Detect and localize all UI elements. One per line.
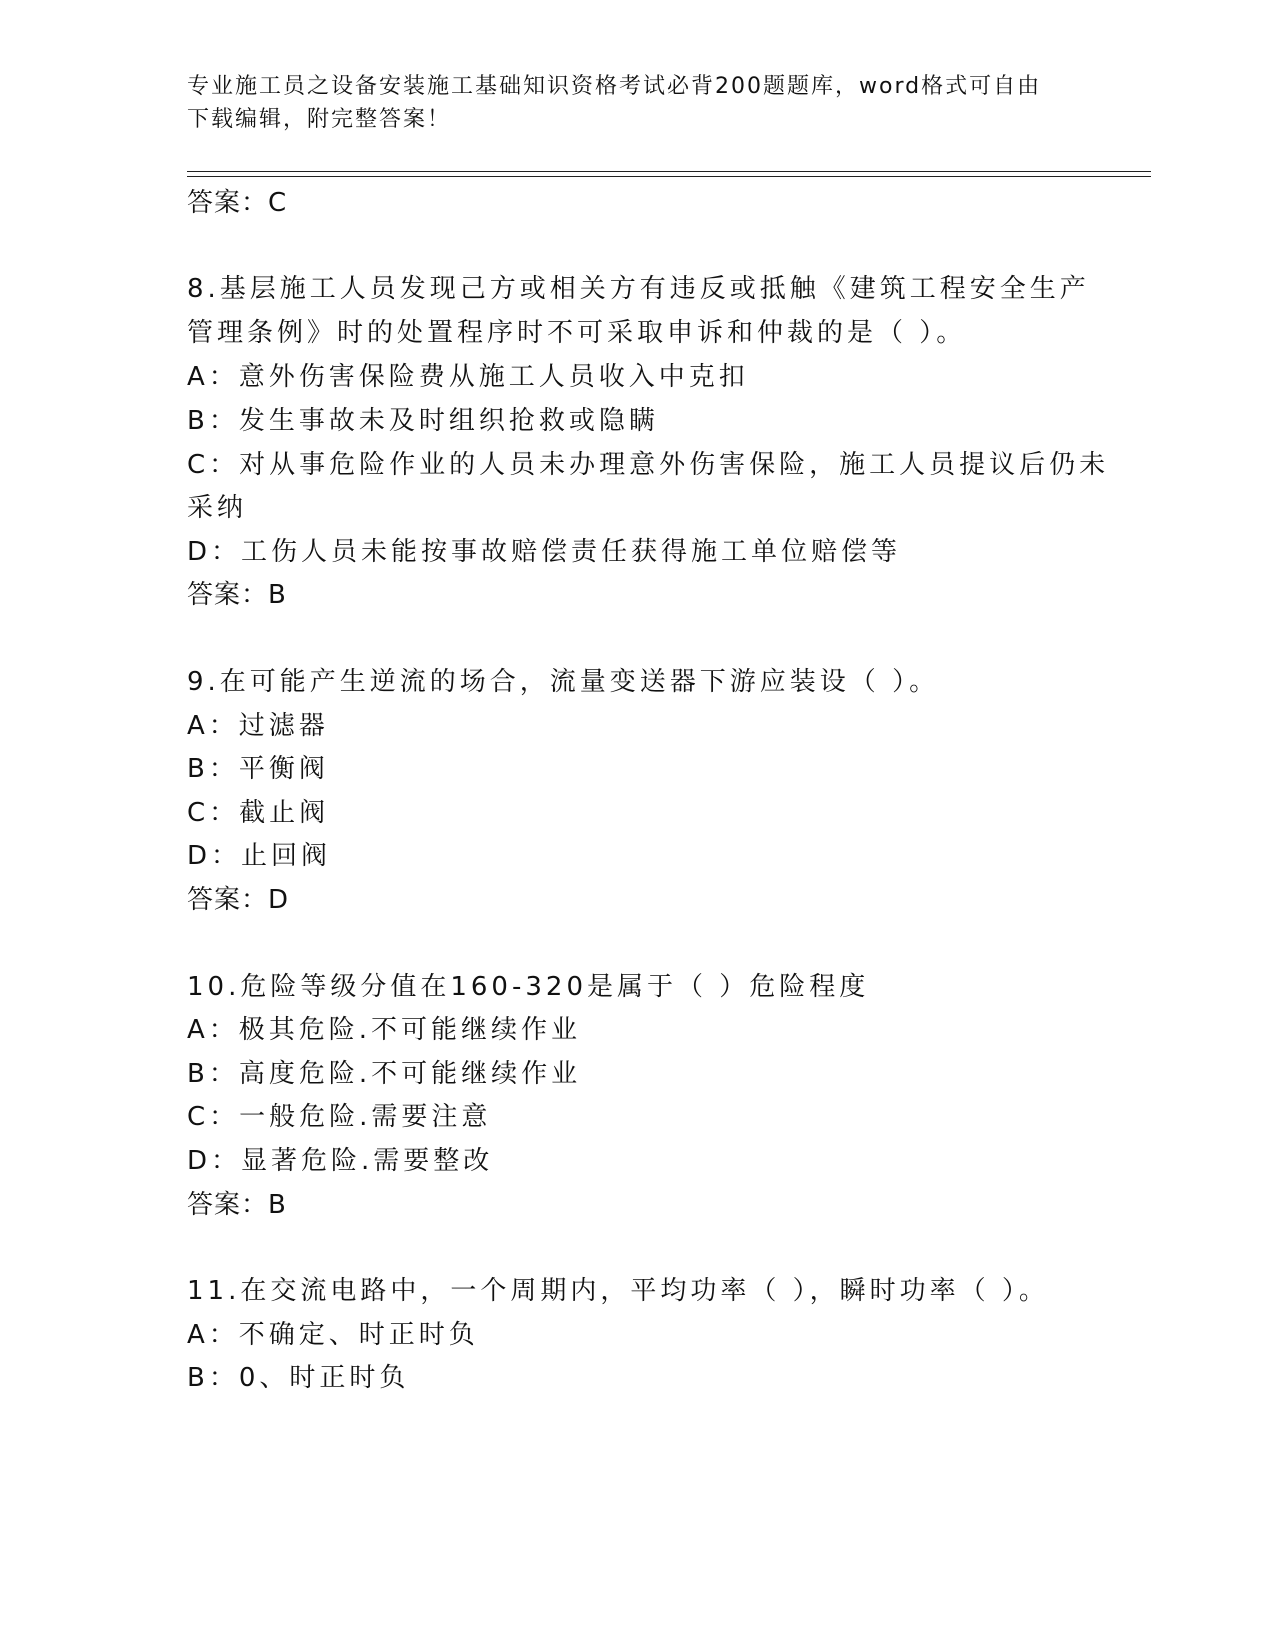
answer-q8: 答案：B (187, 580, 287, 610)
document-header-line-1: 专业施工员之设备安装施工基础知识资格考试必背200题题库，word格式可自由 (187, 74, 1042, 99)
header-rule-bottom (187, 176, 1151, 177)
q9-option-b: B：平衡阀 (187, 754, 329, 784)
q8-option-d: D：工伤人员未能按事故赔偿责任获得施工单位赔偿等 (187, 537, 902, 567)
answer-q9: 答案：D (187, 885, 290, 915)
q9-option-d: D：止回阀 (187, 841, 332, 871)
q8-stem-line-1: 8.基层施工人员发现己方或相关方有违反或抵触《建筑工程安全生产 (187, 274, 1090, 304)
q8-stem-line-2: 管理条例》时的处置程序时不可采取申诉和仲裁的是（ ）。 (187, 318, 967, 348)
q10-stem: 10.危险等级分值在160-320是属于（ ）危险程度 (187, 972, 870, 1002)
answer-q10: 答案：B (187, 1190, 287, 1220)
q10-option-d: D：显著危险.需要整改 (187, 1146, 494, 1176)
q9-option-a: A：过滤器 (187, 711, 329, 741)
q9-option-c: C：截止阀 (187, 798, 330, 828)
q8-option-c-line-1: C：对从事危险作业的人员未办理意外伤害保险，施工人员提议后仍未 (187, 450, 1110, 480)
q11-option-a: A：不确定、时正时负 (187, 1320, 479, 1350)
header-rule-top (187, 171, 1151, 172)
q10-option-a: A：极其危险.不可能继续作业 (187, 1015, 582, 1045)
document-header-line-2: 下载编辑，附完整答案！ (187, 107, 452, 132)
q11-stem: 11.在交流电路中，一个周期内，平均功率（ ），瞬时功率（ ）。 (187, 1276, 1049, 1306)
q8-option-a: A：意外伤害保险费从施工人员收入中克扣 (187, 362, 749, 392)
q10-option-b: B：高度危险.不可能继续作业 (187, 1059, 582, 1089)
answer-q7: 答案：C (187, 188, 288, 218)
q9-stem: 9.在可能产生逆流的场合，流量变送器下游应装设（ ）。 (187, 667, 940, 697)
q10-option-c: C：一般危险.需要注意 (187, 1102, 492, 1132)
q11-option-b: B：0、时正时负 (187, 1363, 410, 1393)
q8-option-b: B：发生事故未及时组织抢救或隐瞒 (187, 406, 659, 436)
q8-option-c-line-2: 采纳 (187, 493, 248, 523)
